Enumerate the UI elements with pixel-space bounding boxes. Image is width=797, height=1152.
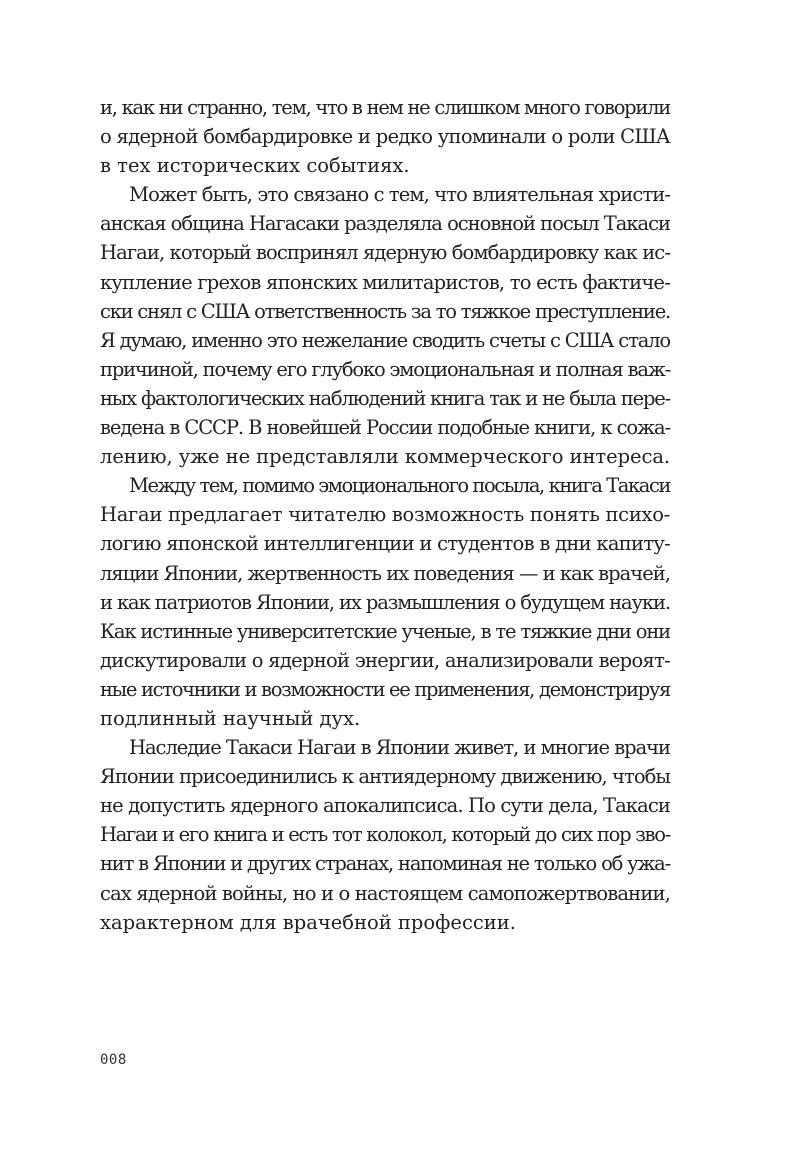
text-line: Между тем, помимо эмоционального посыла, книга Такаси — [129, 474, 670, 498]
text-line: и как патриотов Японии, их размышления о будущем науки. — [100, 590, 670, 614]
text-line: дискутировали о ядерной энергии, анализировали вероят- — [100, 648, 671, 672]
text-line: ски снял с США ответственность за то тяжкое преступление. — [100, 299, 670, 323]
text-line: лению, уже не представляли коммерческого интереса. — [100, 445, 671, 469]
text-line: Нагаи и его книга и есть тот колокол, который до сих пор зво- — [100, 823, 671, 847]
text-line: и, как ни странно, тем, что в нем не слишком много говорили — [100, 96, 670, 119]
text-line: нит в Японии и других странах, напоминая не только об ужа- — [100, 852, 670, 876]
text-line: ляции Японии, жертвенность их поведения — и как врачей, — [100, 561, 670, 585]
paragraph — [100, 733, 670, 937]
text-line: анская община Нагасаки разделяла основной посыл Такаси — [100, 212, 670, 236]
page-number: 008 — [100, 1052, 127, 1068]
text-line: Нагаи предлагает читателю возможность понять психо- — [100, 503, 670, 527]
paragraph — [100, 180, 670, 471]
paragraph — [100, 471, 670, 733]
body-text — [100, 93, 670, 937]
text-line: Японии присоединились к антиядерному движению, чтобы — [100, 765, 671, 789]
text-line: Может быть, это связано с тем, что влиятельная христи- — [129, 183, 670, 207]
text-line: Наследие Такаси Нагаи в Японии живет, и многие врачи — [129, 736, 670, 760]
text-line: характерном для врачебной профессии. — [100, 910, 516, 934]
text-line: ные источники и возможности ее применения, демонстрируя — [100, 677, 670, 701]
text-line: не допустить ядерного апокалипсиса. По сути дела, Такаси — [100, 794, 670, 818]
text-line: подлинный научный дух. — [100, 706, 361, 730]
text-line: Нагаи, который воспринял ядерную бомбардировку как ис- — [100, 241, 671, 265]
text-line: купление грехов японских милитаристов, то есть фактиче- — [100, 270, 671, 294]
text-line: ведена в СССР. В новейшей России подобные книги, к сожа- — [100, 416, 670, 440]
text-line: причиной, почему его глубоко эмоциональная и полная важ- — [100, 357, 671, 381]
text-line: Я думаю, именно это нежелание сводить счеты с США стало — [100, 328, 670, 352]
text-line: Как истинные университетские ученые, в те тяжкие дни они — [100, 619, 670, 643]
text-line: ных фактологических наблюдений книга так и не была пере- — [100, 386, 671, 410]
text-line: о ядерной бомбардировке и редко упоминали о роли США — [100, 125, 670, 149]
text-line: сах ядерной войны, но и о настоящем самопожертвовании, — [100, 881, 670, 905]
paragraph — [100, 93, 670, 180]
text-line: в тех исторических событиях. — [100, 154, 410, 178]
text-line: логию японской интеллигенции и студентов в дни капиту- — [100, 532, 671, 556]
